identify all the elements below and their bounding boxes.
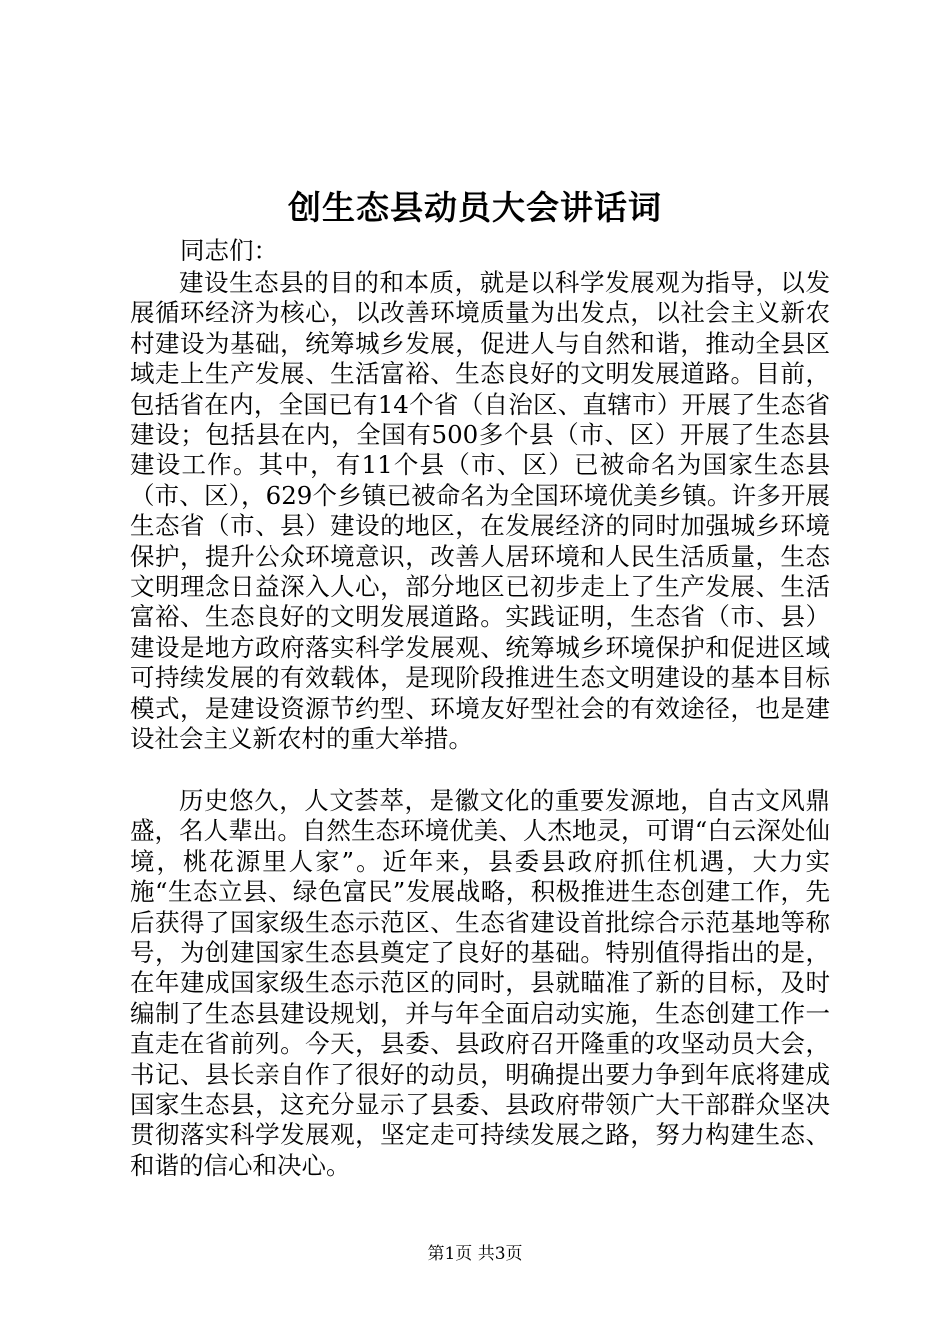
page-footer: 第1页 共3页 xyxy=(427,1244,523,1264)
paragraph-1: 建设生态县的目的和本质，就是以科学发展观为指导，以发展循环经济为核心，以改善环境质量为出发点，以社会主义新农村建设为基础，统筹城乡发展，促进人与自然和谐，推动全县区域走上生产发展、生活富裕、生态良好的文明发展道路。目前，包括省在内，全国已有14个省（自治区、直辖市）开展了生态省建设；包括县在内，全国有500多个县（市、区）开展了生态县建设工作。其中，有11个县（市、区）已被命名为国家生态县（市、区），629个乡镇已被命名为全国环境优美乡镇。许多开展生态省（市、县）建设的地区，在发展经济的同时加强城乡环境保护，提升公众环境意识，改善人居环境和人民生活质量，生态文明理念日益深入人心，部分地区已初步走上了生产发展、生活富裕、生态良好的文明发展道路。实践证明，生态省（市、县）建设是地方政府落实科学发展观、统筹城乡环境保护和促进区域可持续发展的有效载体，是现阶段推进生态文明建设的基本目标模式，是建设资源节约型、环境友好型社会的有效途径，也是建设社会主义新农村的重大举措。 xyxy=(130,268,830,754)
salutation: 同志们： xyxy=(180,236,278,265)
document-title: 创生态县动员大会讲话词 xyxy=(288,188,662,227)
paragraph-2: 历史悠久，人文荟萃，是徽文化的重要发源地，自古文风鼎盛，名人辈出。自然生态环境优美、人杰地灵，可谓“白云深处仙境，桃花源里人家”。近年来，县委县政府抓住机遇，大力实施“生态立县、绿色富民”发展战略，积极推进生态创建工作，先后获得了国家级生态示范区、生态省建设首批综合示范基地等称号，为创建国家生态县奠定了良好的基础。特别值得指出的是，在年建成国家级生态示范区的同时，县就瞄准了新的目标，及时编制了生态县建设规划，并与年全面启动实施，生态创建工作一直走在省前列。今天，县委、县政府召开隆重的攻坚动员大会，书记、县长亲自作了很好的动员，明确提出要力争到年底将建成国家生态县，这充分显示了县委、县政府带领广大干部群众坚决贯彻落实科学发展观，坚定走可持续发展之路，努力构建生态、和谐的信心和决心。 xyxy=(130,786,830,1180)
